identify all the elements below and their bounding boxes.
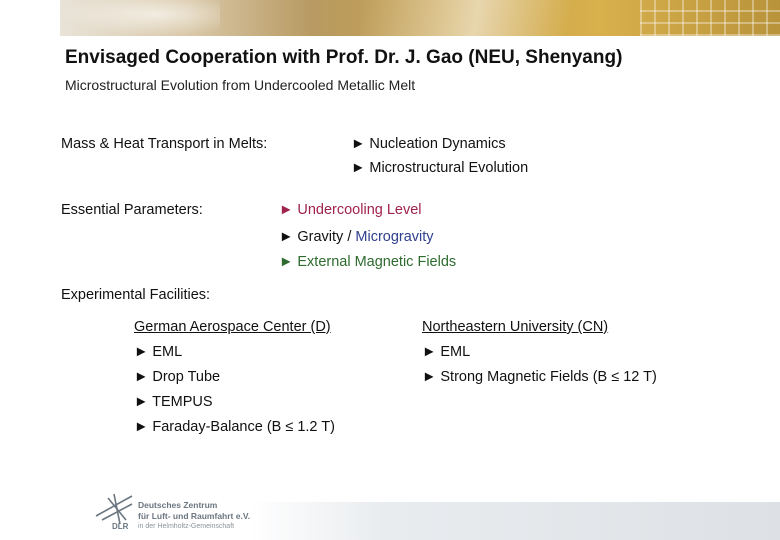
banner-satellite-image [60,0,220,36]
bullet-microstructural: ► Microstructural Evolution [351,160,529,176]
banner-light-streak [360,0,620,36]
neu-item-eml: ► EML [422,344,471,360]
footer-bar [250,502,780,540]
header-banner-image [60,0,780,36]
dlr-item-eml: ► EML [134,344,183,360]
dlr-heading: German Aerospace Center (D) [134,319,331,335]
neu-item-magnetic: ► Strong Magnetic Fields (B ≤ 12 T) [422,369,657,385]
logo-line1: Deutsches Zentrum [138,500,218,510]
banner-solar-panel-image [640,0,780,36]
mass-heat-label: Mass & Heat Transport in Melts: [61,136,268,152]
page-subtitle: Microstructural Evolution from Undercooled Metallic Melt [65,77,416,93]
dlr-item-tempus: ► TEMPUS [134,394,213,410]
logo-abbr: DLR [112,522,129,531]
facilities-label: Experimental Facilities: [61,287,211,303]
bullet-magnetic: ► External Magnetic Fields [279,254,457,270]
page-title: Envisaged Cooperation with Prof. Dr. J. Gao (NEU, Shenyang) [65,47,623,68]
logo-line2: für Luft- und Raumfahrt e.V. [138,511,251,521]
bullet-nucleation: ► Nucleation Dynamics [351,136,506,152]
neu-heading: Northeastern University (CN) [422,319,609,335]
logo-line3: in der Helmholtz-Gemeinschaft [138,523,235,530]
bullet-undercooling: ► Undercooling Level [279,202,422,218]
bullet-gravity [279,229,434,245]
microgravity-text: Microgravity [355,229,434,245]
gravity-text: ► Gravity / [279,229,356,245]
dlr-item-drop-tube: ► Drop Tube [134,369,221,385]
dlr-item-faraday: ► Faraday-Balance (B ≤ 1.2 T) [134,419,335,435]
logo-text [138,500,250,532]
parameters-label: Essential Parameters: [61,202,203,218]
